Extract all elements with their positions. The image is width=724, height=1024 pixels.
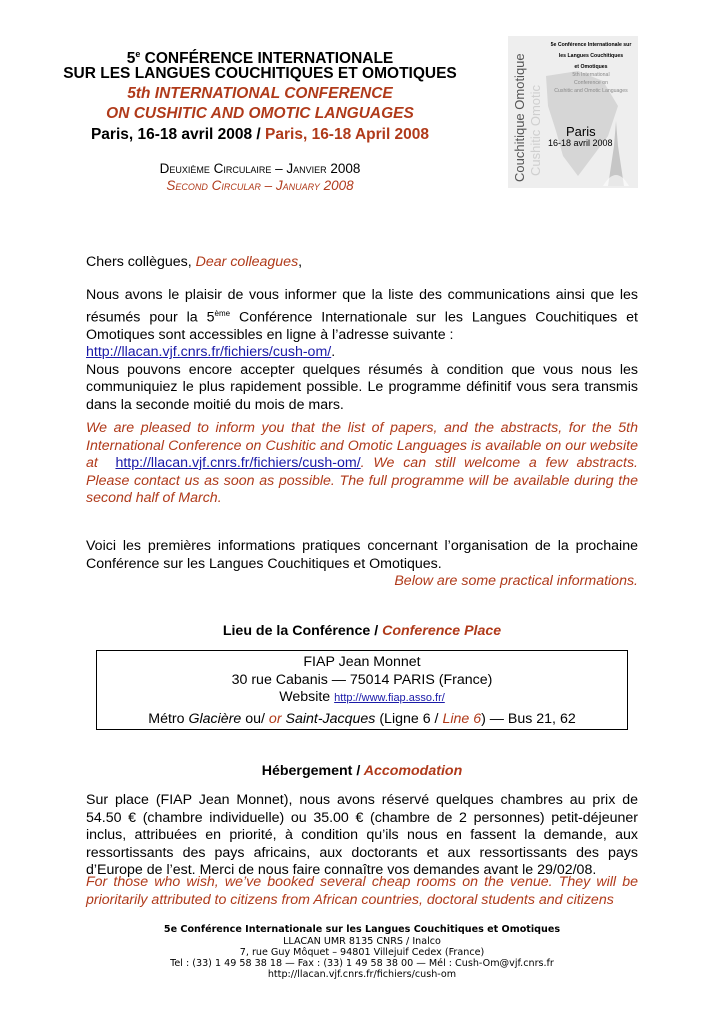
para2-text-b: . We can still welcome a few abstracts. Please contact us as soon as possible. The full programme will be available during the second half of March. bbox=[86, 455, 638, 506]
greeting-comma: , bbox=[298, 254, 303, 270]
dates-line bbox=[40, 125, 480, 145]
metro-line-en: Line 6 bbox=[442, 710, 482, 727]
dates-fr: Paris, 16-18 avril 2008 / bbox=[90, 126, 261, 143]
metro-station-a: Glacière bbox=[188, 710, 242, 727]
fiap-website-link[interactable]: http://www.fiap.asso.fr/ bbox=[334, 692, 445, 704]
para1-link-end: . bbox=[331, 344, 336, 361]
logo-line-5: Conference on bbox=[573, 80, 609, 86]
title-line2: SUR LES LANGUES COUCHITIQUES ET OMOTIQUES bbox=[63, 65, 457, 82]
metro-line-fr: (Ligne 6 / bbox=[375, 710, 443, 727]
title-line1: CONFÉRENCE INTERNATIONALE bbox=[140, 50, 394, 68]
logo-vertical-title: Couchitique Omotique bbox=[512, 53, 527, 182]
accom-text-fr: Sur place (FIAP Jean Monnet), nous avons réservé quelques chambres au prix de 54.50 € (chambre individuelle) ou 35.00 € (chambre de 2 personnes) petit-déjeuner inclus, attribuées en priorité, à condition qu’ils nous en fassent la demande, aux ressortissants des pays africains, aux doctorants et aux ressortissants des pays d’Europe de l’est. Merci de nous faire connaître vos demandes avant le 29/02/08. bbox=[86, 792, 638, 878]
footer-line-3: 7, rue Guy Môquet – 94801 Villejuif Cedex (France) bbox=[239, 947, 485, 958]
paragraph-practical bbox=[86, 538, 638, 573]
footer-line-4: Tel : (33) 1 49 58 38 18 — Fax : (33) 1 49 58 38 00 — Mél : Cush-Om@vjf.cnrs.fr bbox=[170, 958, 554, 969]
footer-line-2: LLACAN UMR 8135 CNRS / Inalco bbox=[283, 936, 441, 947]
para1-text-a: Nous avons le plaisir de vous informer que la liste des communications ainsi que les résumés pour la 5 bbox=[86, 287, 638, 326]
cush-om-link-fr[interactable]: http://llacan.vjf.cnrs.fr/fichiers/cush-om/ bbox=[86, 344, 332, 361]
practical-en: Below are some practical informations. bbox=[394, 573, 638, 589]
metro-or: or bbox=[264, 710, 286, 727]
logo-vertical-shadow: Cushitic Omotic bbox=[528, 84, 543, 176]
place-heading-en: Conference Place bbox=[378, 623, 502, 639]
accom-heading-fr: Hébergement / bbox=[261, 763, 361, 779]
accom-heading-en: Accomodation bbox=[360, 763, 463, 779]
metro-station-b: Saint-Jacques bbox=[285, 710, 376, 727]
venue-website bbox=[97, 689, 627, 708]
logo-line-1: 5e Conférence Internationale sur bbox=[550, 42, 632, 48]
greeting-en: Dear colleagues bbox=[195, 254, 299, 270]
greeting-fr: Chers collègues, bbox=[86, 254, 192, 270]
paragraph-en-1 bbox=[86, 420, 638, 508]
title-line3: 5th INTERNATIONAL CONFERENCE bbox=[127, 85, 393, 102]
circular-en: Second Circular – January 2008 bbox=[166, 178, 354, 193]
para1-text-b: Conférence Internationale sur les Langues Couchitiques et Omotiques sont accessibles en ligne à l’adresse suivante : bbox=[86, 309, 638, 343]
venue-name: FIAP Jean Monnet bbox=[303, 654, 421, 670]
logo-line-2: les Langues Couchitiques bbox=[558, 53, 624, 59]
venue-metro bbox=[97, 711, 627, 729]
para1-text-c: Nous pouvons encore accepter quelques résumés à condition que vous nous les communiquiez le plus rapidement possible. Le programme définitif vous sera transmis dans la seconde moitié du mois de mars. bbox=[86, 361, 638, 413]
title-line4: ON CUSHITIC AND OMOTIC LANGUAGES bbox=[106, 105, 414, 122]
circular-fr: Deuxième Circulaire – Janvier 2008 bbox=[159, 161, 361, 176]
conference-logo bbox=[508, 36, 638, 188]
bus-lines: ) — Bus 21, 62 bbox=[481, 710, 576, 727]
ordinal-sup: e bbox=[135, 49, 141, 59]
accom-heading bbox=[86, 763, 638, 781]
accom-text-en: For those who wish, we’ve booked several cheap rooms on the venue. They will be prioritarily attributed to citizens from African countries, doctoral students and citizens bbox=[86, 874, 638, 908]
place-box bbox=[96, 650, 628, 730]
cush-om-link-en[interactable]: http://llacan.vjf.cnrs.fr/fichiers/cush-om/ bbox=[115, 455, 361, 471]
venue-address: 30 rue Cabanis — 75014 PARIS (France) bbox=[231, 671, 493, 688]
metro-ou: ou/ bbox=[241, 710, 265, 727]
paragraph-fr-1 bbox=[86, 287, 638, 414]
ordinal-number: 5 bbox=[126, 50, 136, 68]
logo-dates: 16-18 avril 2008 bbox=[548, 138, 613, 148]
place-heading bbox=[86, 623, 638, 641]
footer-line-5: http://llacan.vjf.cnrs.fr/fichiers/cush-om bbox=[267, 969, 457, 980]
practical-fr: Voici les premières informations pratiques concernant l’organisation de la prochaine Conférence sur les Langues Couchitiques et Omotiques. bbox=[86, 538, 638, 572]
dates-en: Paris, 16-18 April 2008 bbox=[260, 126, 430, 143]
footer-line-1: 5e Conférence Internationale sur les Langues Couchitiques et Omotiques bbox=[163, 924, 561, 935]
para1-sup: ème bbox=[214, 308, 231, 318]
logo-line-4: 5th International bbox=[572, 72, 610, 78]
website-label: Website bbox=[279, 689, 331, 705]
para2-text-a: We are pleased to inform you that the list of papers, and the abstracts, for the 5th International Conference on Cushitic and Omotic Languages is available on our website at bbox=[86, 420, 638, 471]
logo-line-6: Cushitic and Omotic Languages bbox=[554, 88, 628, 94]
logo-city: Paris bbox=[566, 124, 596, 139]
metro-label: Métro bbox=[148, 710, 185, 727]
greeting bbox=[86, 254, 638, 272]
logo-line-3: et Omotiques bbox=[574, 64, 608, 70]
place-heading-fr: Lieu de la Conférence / bbox=[222, 623, 379, 639]
